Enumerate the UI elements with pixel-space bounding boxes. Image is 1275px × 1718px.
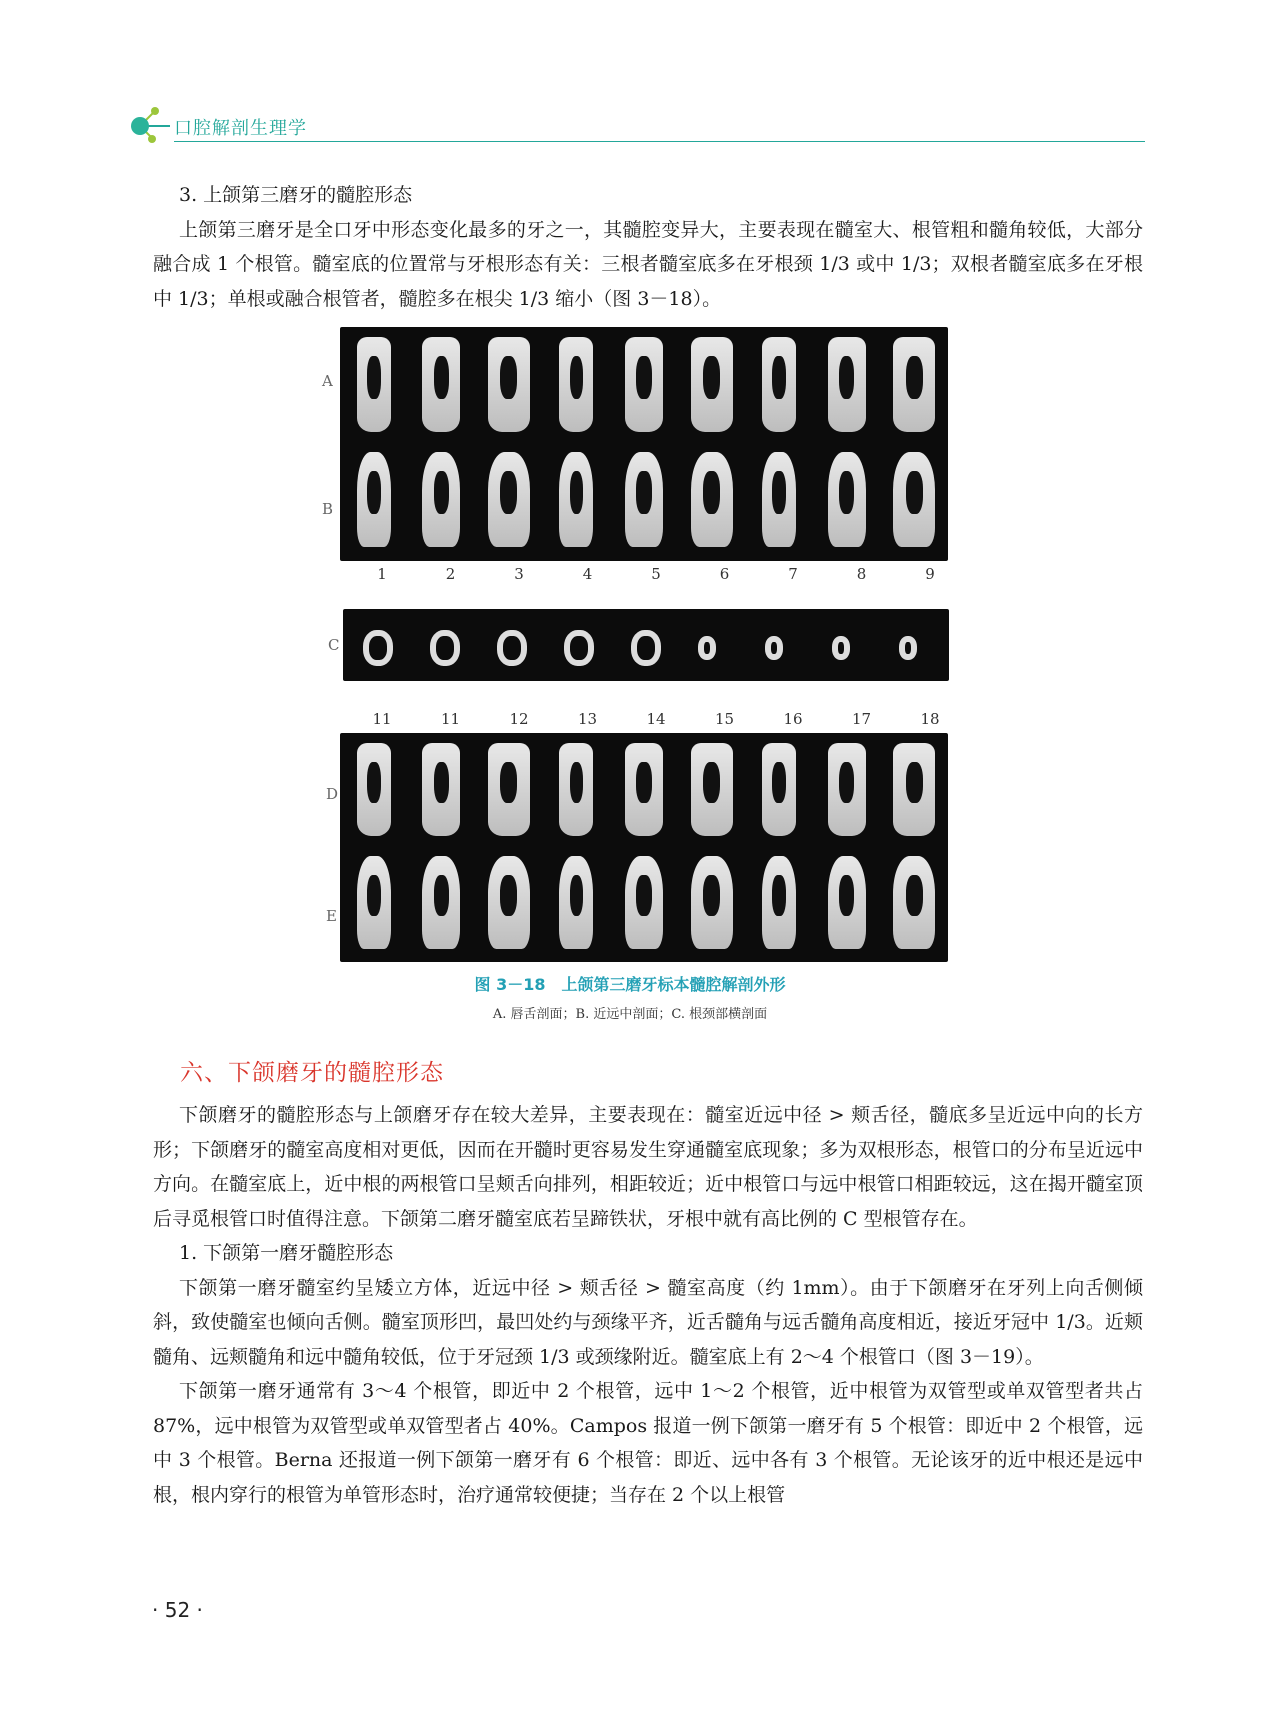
pulp-cavity (906, 762, 923, 804)
pulp-cavity (636, 356, 651, 399)
pulp-cavity (434, 356, 449, 399)
column-number: 11 (372, 710, 392, 728)
column-number: 15 (714, 710, 735, 728)
column-number: 17 (851, 710, 872, 728)
running-header (130, 104, 1145, 144)
column-number: 5 (651, 565, 661, 583)
pulp-cavity (570, 471, 584, 514)
pulp-cavity (772, 356, 786, 399)
pulp-cavity (434, 762, 449, 804)
tooth-section-image (422, 337, 460, 432)
pulp-cavity (500, 875, 517, 917)
section2-paragraph-3: 下颌第一磨牙通常有 3～4 个根管，即近中 2 个根管，远中 1～2 个根管，近中根管为双管型或单双管型者共占 87%，远中根管为双管型或单双管型者占 40%。Campos 报道一例下颌第一磨牙有 5 个根管：即近中 2 个根管，远中 3 个根管。Berna 还报道一例下颌第一磨牙有 6 个根管：即近、远中各有 3 个根管。无论该牙的近中根还是远中根，根内穿行的根管为单管形态时，治疗通常较便捷；当存在 2 个以上根管 (153, 1380, 1143, 1506)
figure-caption-legend: A. 唇舌剖面；B. 近远中剖面；C. 根颈部横剖面 (492, 1007, 768, 1022)
row-label-c: C (328, 636, 340, 654)
tooth-section-image (828, 337, 866, 432)
pulp-cavity (570, 356, 584, 399)
header-rule (174, 141, 1145, 142)
page-number: · 52 · (152, 1598, 203, 1622)
pulp-cavity (906, 875, 923, 917)
section1-text (153, 178, 1143, 316)
section2-paragraph-2: 下颌第一磨牙髓室约呈矮立方体，近远中径 > 颊舌径 > 髓室高度（约 1mm）。由于下颌磨牙在牙列上向舌侧倾斜，致使髓室也倾向舌侧。髓室顶形凹，最凹处约与颈缘平齐，近舌髓角与远舌髓角高度相近，接近牙冠中 1/3。近颊髓角、远颊髓角和远中髓角较低，位于牙冠颈 1/3 或颈缘附近。髓室底上有 2～4 个根管口（图 3－19）。 (153, 1276, 1143, 1368)
tooth-section-image (691, 337, 733, 432)
pulp-cavity (839, 471, 854, 514)
root-cross-section (564, 630, 594, 666)
pulp-cavity (434, 875, 449, 917)
pulp-cavity (367, 356, 381, 399)
tooth-section-image (488, 452, 530, 547)
tooth-section-image (625, 337, 663, 432)
column-number: 12 (509, 710, 529, 728)
tooth-section-image (357, 337, 391, 432)
pulp-cavity (839, 356, 854, 399)
tooth-section-image (691, 856, 733, 949)
tooth-section-image (559, 856, 593, 949)
figure-panel-ab (340, 327, 948, 561)
pulp-cavity (500, 762, 517, 804)
tooth-section-image (691, 452, 733, 547)
figure-caption-title: 图 3－18 上颌第三磨牙标本髓腔解剖外形 (474, 975, 786, 994)
tooth-section-image (762, 856, 796, 949)
pulp-cavity (703, 471, 720, 514)
pulp-cavity (772, 762, 786, 804)
pulp-cavity (367, 762, 381, 804)
row-label-b: B (322, 500, 334, 518)
pulp-cavity (839, 762, 854, 804)
column-number: 11 (440, 710, 461, 728)
section1-heading: 3. 上颌第三磨牙的髓腔形态 (179, 184, 413, 206)
book-title: 口腔解剖生理学 (174, 118, 307, 139)
tooth-section-image (357, 452, 391, 547)
pulp-cavity (703, 875, 720, 917)
tooth-section-image (828, 743, 866, 836)
column-number: 9 (925, 565, 935, 583)
column-number: 6 (719, 565, 730, 583)
tooth-section-image (762, 337, 796, 432)
tooth-section-image (559, 337, 593, 432)
pulp-cavity (636, 875, 651, 917)
column-number: 4 (582, 565, 593, 583)
root-cross-section (631, 630, 661, 666)
tooth-section-image (488, 856, 530, 949)
section2-paragraph-1: 下颌磨牙的髓腔形态与上颌磨牙存在较大差异，主要表现在：髓室近远中径 > 颊舌径，髓底多呈近远中向的长方形；下颌磨牙的髓室高度相对更低，因而在开髓时更容易发生穿通髓室底现象；多为双根形态，根管口的分布呈近远中方向。在髓室底上，近中根的两根管口呈颊舌向排列，相距较近；近中根管口与远中根管口相距较远，这在揭开髓室顶后寻觅根管口时值得注意。下颌第二磨牙髓室底若呈蹄铁状，牙根中就有高比例的 C 型根管存在。 (153, 1104, 1143, 1230)
tooth-section-image (893, 856, 935, 949)
figure-caption (300, 972, 960, 1022)
tooth-section-image (357, 743, 391, 836)
pulp-cavity (772, 471, 786, 514)
pulp-cavity (500, 356, 517, 399)
row-label-d: D (326, 785, 339, 803)
column-number: 7 (788, 565, 798, 583)
tooth-section-image (559, 743, 593, 836)
figure-panel-c (343, 609, 949, 681)
tooth-section-image (422, 452, 460, 547)
tooth-section-image (422, 856, 460, 949)
pulp-cavity (772, 875, 786, 917)
figure-panel-de (340, 733, 948, 962)
column-number: 8 (856, 565, 867, 583)
tooth-section-image (625, 743, 663, 836)
column-number: 3 (514, 565, 524, 583)
tooth-section-image (422, 743, 460, 836)
root-cross-section (899, 636, 917, 660)
column-number: 2 (445, 565, 456, 583)
molecule-logo-icon (130, 104, 176, 144)
row-label-e: E (326, 907, 337, 925)
pulp-cavity (434, 471, 449, 514)
tooth-section-image (762, 743, 796, 836)
root-cross-section (363, 630, 393, 666)
root-cross-section (765, 636, 783, 660)
root-cross-section (698, 636, 716, 660)
tooth-section-image (488, 337, 530, 432)
root-cross-section (832, 636, 850, 660)
tooth-section-image (625, 856, 663, 949)
pulp-cavity (839, 875, 854, 917)
root-cross-section (497, 630, 527, 666)
tooth-section-image (828, 856, 866, 949)
section2-text (153, 1098, 1143, 1512)
pulp-cavity (636, 471, 651, 514)
tooth-section-image (357, 856, 391, 949)
tooth-section-image (828, 452, 866, 547)
pulp-cavity (906, 356, 923, 399)
pulp-cavity (703, 762, 720, 804)
column-number: 13 (577, 710, 598, 728)
pulp-cavity (367, 471, 381, 514)
tooth-section-image (893, 452, 935, 547)
column-number: 16 (783, 710, 803, 728)
tooth-section-image (893, 337, 935, 432)
section2-subheading: 1. 下颌第一磨牙髓腔形态 (179, 1242, 394, 1264)
pulp-cavity (703, 356, 720, 399)
tooth-section-image (488, 743, 530, 836)
tooth-section-image (625, 452, 663, 547)
tooth-section-image (691, 743, 733, 836)
pulp-cavity (367, 875, 381, 917)
pulp-cavity (636, 762, 651, 804)
tooth-section-image (893, 743, 935, 836)
pulp-cavity (906, 471, 923, 514)
section1-paragraph: 上颌第三磨牙是全口牙中形态变化最多的牙之一，其髓腔变异大，主要表现在髓室大、根管粗和髓角较低，大部分融合成 1 个根管。髓室底的位置常与牙根形态有关：三根者髓室底多在牙根颈 1/3 或中 1/3；双根者髓室底多在牙根中 1/3；单根或融合根管者，髓腔多在根尖 1/3 缩小（图 3－18）。 (153, 218, 1143, 310)
pulp-cavity (570, 762, 584, 804)
root-cross-section (430, 630, 460, 666)
pulp-cavity (500, 471, 517, 514)
column-number: 18 (920, 710, 940, 728)
column-number: 1 (377, 565, 387, 583)
tooth-section-image (559, 452, 593, 547)
row-label-a: A (322, 372, 333, 390)
section-heading: 六、下颌磨牙的髓腔形态 (180, 1060, 444, 1086)
pulp-cavity (570, 875, 584, 917)
tooth-section-image (762, 452, 796, 547)
column-number: 14 (646, 710, 666, 728)
